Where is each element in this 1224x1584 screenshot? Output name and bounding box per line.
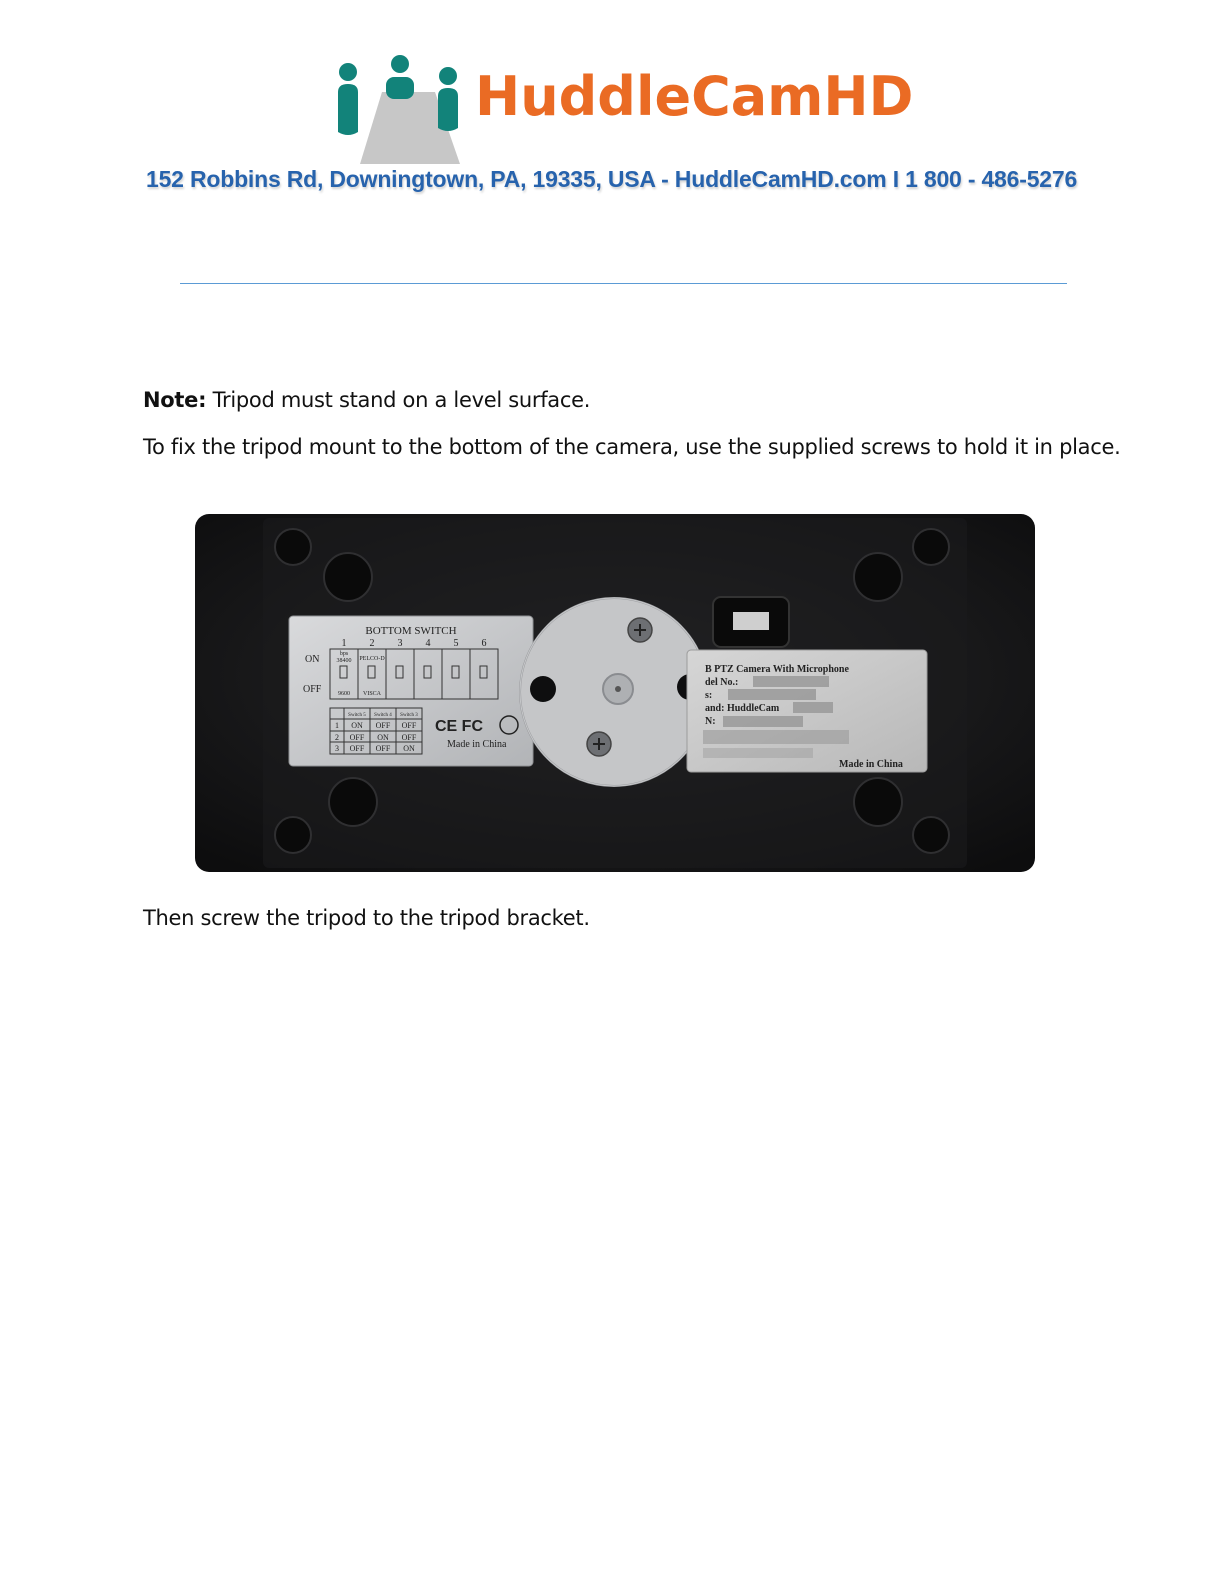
baud-low: 9600 [338,691,350,697]
switch-num-6: 6 [481,638,487,649]
cert-marks: CE FC [435,718,483,735]
switch-num-4: 4 [425,638,431,649]
table-header-switch3: Switch 3 [400,713,418,718]
note-paragraph [143,388,590,412]
baud-top: bps [339,651,349,657]
off-label: OFF [303,684,322,695]
product-label-line4: and: HuddleCam [705,703,780,714]
switch-num-2: 2 [369,638,375,649]
brand-name: HuddleCamHD [475,65,914,128]
table-cell: OFF [401,733,417,742]
protocol-low: VISCA [362,691,382,697]
switch-num-5: 5 [453,638,459,649]
table-cell: 2 [335,733,339,742]
on-label: ON [305,654,320,665]
switch-num-3: 3 [397,638,403,649]
table-header-switch5: Switch 5 [348,713,366,718]
camera-bottom-photo [193,512,1037,874]
table-cell: OFF [375,721,391,730]
product-label-line1: B PTZ Camera With Microphone [705,664,849,675]
table-cell: 1 [335,721,339,730]
mount-screw-icon [587,732,611,756]
camera-bottom-illustration [193,512,1037,874]
switch-title: BOTTOM SWITCH [365,625,457,637]
product-label-line5: N: [705,716,716,727]
address-line: 152 Robbins Rd, Downingtown, PA, 19335, USA - HuddleCamHD.com I 1 800 - 486-5276 [146,166,1078,192]
note-text: Tripod must stand on a level surface. [212,388,591,412]
note-label: Note: [143,388,207,412]
table-cell: OFF [349,744,365,753]
table-header-switch4: Switch 4 [374,713,392,718]
product-label-line2: del No.: [705,677,739,688]
table-cell: ON [351,721,363,730]
table-cell: ON [403,744,415,753]
product-label-made-in: Made in China [839,759,903,770]
baud-high: 38400 [336,658,352,664]
table-cell: OFF [375,744,391,753]
switch-num-1: 1 [341,638,347,649]
table-cell: ON [377,733,389,742]
table-cell: 3 [335,744,339,753]
mount-screw-icon [628,618,652,642]
product-label-line3: s: [705,690,713,701]
instruction-paragraph: To fix the tripod mount to the bottom of the camera, use the supplied screws to hold it in place. [143,435,1121,459]
instruction-paragraph-2: Then screw the tripod to the tripod bracket. [143,906,590,930]
protocol-top: PELCO-D [359,656,385,662]
table-cell: OFF [401,721,417,730]
table-cell: OFF [349,733,365,742]
switch-label-made-in: Made in China [447,739,507,750]
header-divider [180,283,1067,284]
